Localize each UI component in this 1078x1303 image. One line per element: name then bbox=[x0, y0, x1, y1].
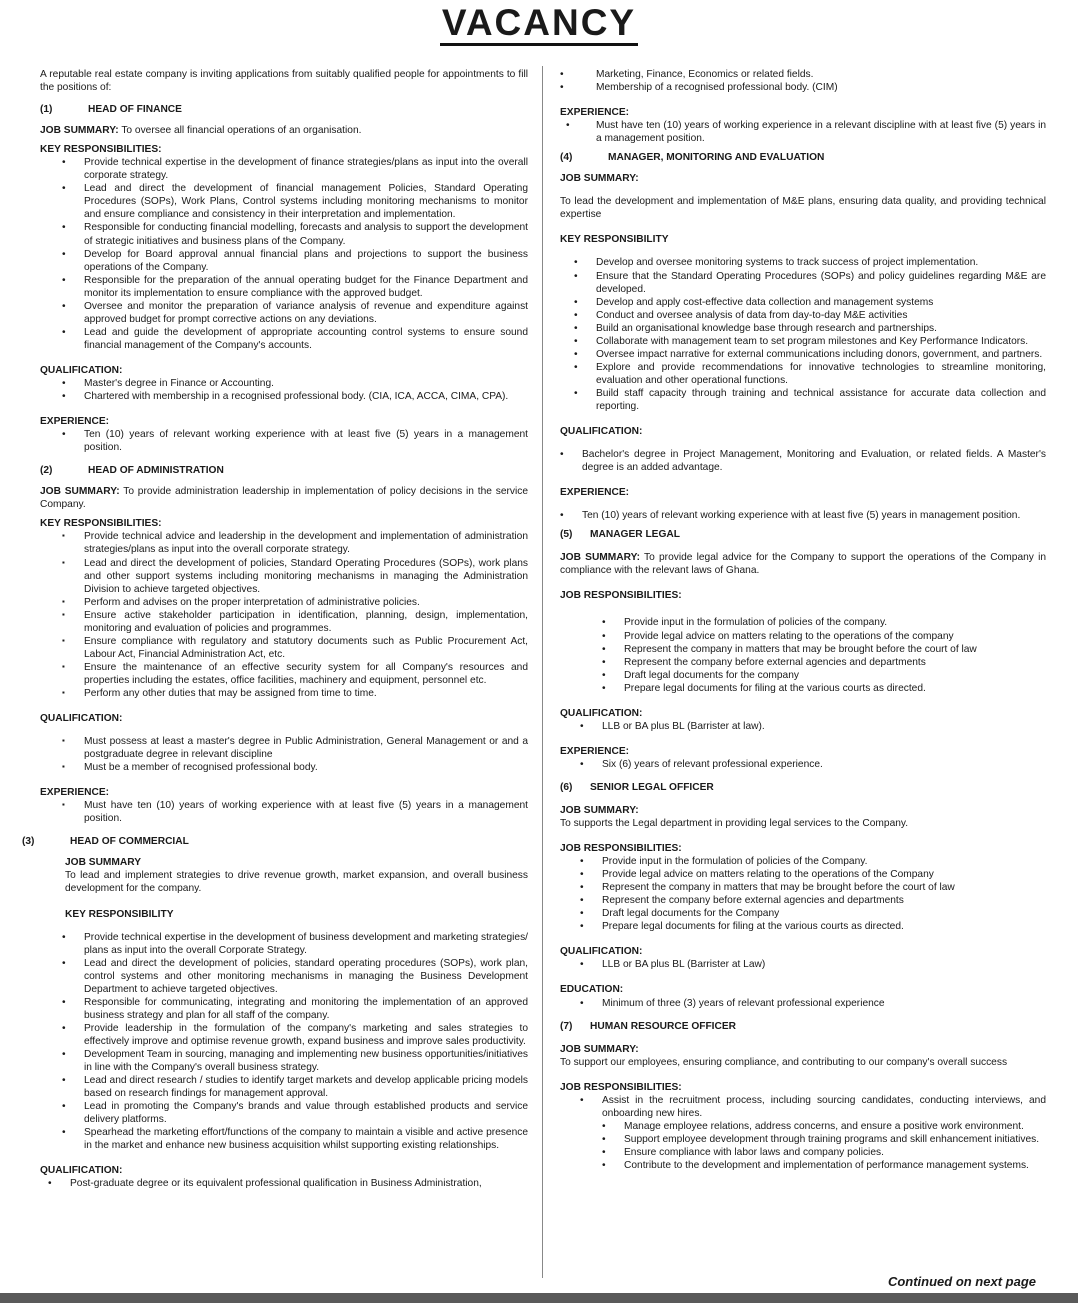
section-title: HEAD OF FINANCE bbox=[88, 104, 182, 116]
job-summary-label: JOB SUMMARY: bbox=[560, 804, 639, 816]
list-item: ▪ Provide technical advice and leadership in the development and implementation of administration strategies/plans as input into the overall corporate strategy. bbox=[62, 530, 528, 556]
list-item: • Chartered with membership in a recognised professional body. (CIA, ICA, ACCA, CIMA, CPA). bbox=[62, 390, 528, 403]
job-summary bbox=[40, 485, 528, 511]
list-item: ▪ Must be a member of recognised professional body. bbox=[62, 761, 528, 774]
responsibilities-label: KEY RESPONSIBILITY bbox=[65, 908, 174, 920]
section-number: (4) bbox=[560, 152, 573, 164]
qualification-label: QUALIFICATION: bbox=[40, 713, 123, 725]
qualification-label: QUALIFICATION: bbox=[560, 707, 643, 719]
list-item: • Ten (10) years of relevant working experience with at least five (5) years in management position. bbox=[560, 509, 1046, 522]
list-item: • Provide leadership in the formulation of the company's marketing and sales strategies to effectively improve and optimise revenue growth, expand business and improve sales productivity. bbox=[62, 1022, 528, 1048]
list-item: ▪ Must possess at least a master's degree in Public Administration, General Management or and a postgraduate degree in relevant discipline bbox=[62, 735, 528, 761]
section-title: MANAGER LEGAL bbox=[590, 529, 680, 541]
responsibilities-list bbox=[574, 256, 1046, 413]
list-item: • Lead and direct the development of policies, standard operating procedures (SOPs), work plan, control systems and other monitoring mechanisms in managing the Business Development Department to achieve targeted objectives. bbox=[62, 957, 528, 996]
responsibilities-list bbox=[602, 616, 1046, 694]
job-summary-text: To lead the development and implementation of M&E plans, ensuring data quality, and providing technical expertise bbox=[560, 196, 1046, 221]
responsibilities-list bbox=[62, 530, 528, 700]
list-item: • Build an organisational knowledge base through research and partnerships. bbox=[574, 322, 1046, 335]
section-heading-manager-me bbox=[560, 151, 1046, 164]
education-list bbox=[580, 997, 1046, 1010]
list-item: ▪ Perform and advises on the proper interpretation of administrative policies. bbox=[62, 596, 528, 609]
list-item bbox=[560, 81, 1046, 94]
experience-label: EXPERIENCE: bbox=[560, 745, 630, 757]
section-number: (1) bbox=[40, 104, 53, 116]
list-item: • Draft legal documents for the company bbox=[602, 669, 1046, 682]
responsibilities-label: JOB RESPONSIBILITIES: bbox=[560, 1081, 682, 1093]
job-summary-text: To oversee all financial operations of an organisation. bbox=[118, 125, 362, 137]
section-heading-manager-legal bbox=[560, 528, 1046, 541]
list-item bbox=[560, 68, 1046, 81]
list-item: • Six (6) years of relevant professional experience. bbox=[580, 758, 1046, 771]
list-item: • Responsible for communicating, integrating and monitoring the implementation of an approved business strategy and plan for all staff of the company. bbox=[62, 996, 528, 1022]
section-number: (7) bbox=[560, 1020, 573, 1032]
list-item: • Provide legal advice on matters relating to the operations of the Company bbox=[580, 868, 1046, 881]
page-title-wrap bbox=[0, 4, 1078, 46]
intro-text: A reputable real estate company is inviting applications from suitably qualified people for appointments to fill the positions of: bbox=[40, 69, 528, 94]
responsibilities-sublist bbox=[602, 1120, 1046, 1172]
experience-label: EXPERIENCE: bbox=[560, 487, 630, 499]
experience-label: EXPERIENCE: bbox=[40, 416, 110, 428]
experience-list bbox=[560, 509, 1046, 522]
job-summary-text: To lead and implement strategies to drive revenue growth, market expansion, and overall business development for the company. bbox=[65, 870, 528, 895]
list-item-text: Marketing, Finance, Economics or related fields. bbox=[596, 69, 814, 80]
list-item: • Lead and guide the development of appropriate accounting control systems to ensure sound financial management of the Company's accounts. bbox=[62, 326, 528, 352]
job-summary-label: JOB SUMMARY: bbox=[40, 486, 120, 498]
section-number: (3) bbox=[22, 836, 35, 848]
section-number: (5) bbox=[560, 529, 573, 541]
responsibilities-label: KEY RESPONSIBILITY bbox=[560, 234, 669, 246]
list-item: • Assist in the recruitment process, including sourcing candidates, conducting interviews, and onboarding new hires. bbox=[580, 1094, 1046, 1120]
section-heading-head-of-commercial bbox=[22, 835, 528, 848]
list-item: • Collaborate with management team to set program milestones and Key Performance Indicators. bbox=[574, 335, 1046, 348]
qualification-label: QUALIFICATION: bbox=[40, 1165, 123, 1177]
section-title: HEAD OF COMMERCIAL bbox=[70, 836, 189, 848]
list-item: • Responsible for conducting financial modelling, forecasts and analysis to support the development of strategic initiatives and business plans of the Company. bbox=[62, 221, 528, 247]
list-item: • Lead and direct the development of financial management Policies, Standard Operating Procedures (SOPs), Work Plans, Control systems including monitoring mechanisms to monitor and ensure compliance and consistency in their interpretation and implementation. bbox=[62, 182, 528, 221]
list-item: • Responsible for the preparation of the annual operating budget for the Finance Department and monitor its implementation to ensure compliance with the approved budget. bbox=[62, 274, 528, 300]
experience-list bbox=[62, 799, 528, 825]
list-item: • Provide input in the formulation of policies of the company. bbox=[602, 616, 1046, 629]
qualification-list bbox=[580, 720, 1046, 733]
list-item: • Ensure compliance with labor laws and company policies. bbox=[602, 1146, 1046, 1159]
section-heading-senior-legal-officer bbox=[560, 781, 1046, 794]
qualification-list bbox=[62, 735, 528, 774]
qualification-list bbox=[560, 448, 1046, 474]
responsibilities-label: JOB RESPONSIBILITIES: bbox=[560, 843, 682, 855]
qualification-list bbox=[62, 377, 528, 403]
list-item: ▪ Perform any other duties that may be assigned from time to time. bbox=[62, 687, 528, 700]
job-summary bbox=[560, 551, 1046, 577]
responsibilities-label: JOB RESPONSIBILITIES: bbox=[560, 590, 682, 602]
section-heading-head-of-administration bbox=[40, 464, 528, 477]
list-item: • Prepare legal documents for filing at the various courts as directed. bbox=[580, 920, 1046, 933]
list-item-text: Membership of a recognised professional body. (CIM) bbox=[596, 82, 838, 94]
experience-list bbox=[566, 119, 1046, 145]
job-summary-text: To support our employees, ensuring compliance, and contributing to our company's overall success bbox=[560, 1056, 1008, 1068]
list-item: • Represent the company before external agencies and departments bbox=[602, 656, 1046, 669]
list-item: • Manage employee relations, address concerns, and ensure a positive work environment. bbox=[602, 1120, 1046, 1133]
list-item: • Oversee impact narrative for external communications including donors, government, and partners. bbox=[574, 348, 1046, 361]
responsibilities-label: KEY RESPONSIBILITIES: bbox=[40, 144, 162, 156]
right-column bbox=[560, 68, 1046, 1172]
qualification-label: QUALIFICATION: bbox=[40, 364, 123, 376]
experience-label: EXPERIENCE: bbox=[560, 107, 630, 119]
list-item: • Explore and provide recommendations for innovative technologies to streamline monitoring, evaluation and other operational functions. bbox=[574, 361, 1046, 387]
list-item: • Bachelor's degree in Project Management, Monitoring and Evaluation, or related fields. A Master's degree is an added advantage. bbox=[560, 448, 1046, 474]
education-label: EDUCATION: bbox=[560, 984, 624, 996]
responsibilities-list bbox=[580, 1094, 1046, 1120]
list-item: • Provide technical expertise in the development of finance strategies/plans as input into the overall corporate strategy. bbox=[62, 156, 528, 182]
job-summary-label: JOB SUMMARY: bbox=[560, 552, 641, 564]
job-summary-label: JOB SUMMARY: bbox=[560, 1043, 639, 1055]
list-item: ▪ Must have ten (10) years of working experience with at least five (5) years in a management position. bbox=[62, 799, 528, 825]
job-summary-label: JOB SUMMARY bbox=[65, 857, 142, 869]
list-item: • Post-graduate degree or its equivalent professional qualification in Business Administration, bbox=[48, 1177, 528, 1190]
section-title: MANAGER, MONITORING AND EVALUATION bbox=[608, 152, 825, 164]
section-title: HEAD OF ADMINISTRATION bbox=[88, 465, 224, 477]
list-item: • Oversee and monitor the preparation of variance analysis of revenue and expenditure against approved budget for prompt corrective actions on any deviations. bbox=[62, 300, 528, 326]
responsibilities-label: KEY RESPONSIBILITIES: bbox=[40, 518, 162, 530]
experience-list bbox=[580, 758, 1046, 771]
list-item: • Contribute to the development and implementation of performance management systems. bbox=[602, 1159, 1046, 1172]
qualification-list bbox=[580, 958, 1046, 971]
list-item: • Develop for Board approval annual financial plans and projections to support the business operations of the Company. bbox=[62, 248, 528, 274]
section-heading-head-of-finance bbox=[40, 103, 528, 116]
list-item: • Ensure that the Standard Operating Procedures (SOPs) and policy guidelines regarding M&E are developed. bbox=[574, 270, 1046, 296]
experience-list bbox=[62, 428, 528, 454]
list-item: • Prepare legal documents for filing at the various courts as directed. bbox=[602, 682, 1046, 695]
list-item: • Represent the company in matters that may be brought before the court of law bbox=[602, 643, 1046, 656]
list-item: • Develop and apply cost-effective data collection and management systems bbox=[574, 296, 1046, 309]
list-item: • Master's degree in Finance or Accounting. bbox=[62, 377, 528, 390]
list-item: • Develop and oversee monitoring systems to track success of project implementation. bbox=[574, 256, 1046, 269]
list-item: • Lead in promoting the Company's brands and value through established products and service delivery platforms. bbox=[62, 1100, 528, 1126]
list-item: • Support employee development through training programs and skill enhancement initiatives. bbox=[602, 1133, 1046, 1146]
left-column bbox=[22, 68, 529, 1190]
experience-label: EXPERIENCE: bbox=[40, 787, 110, 799]
list-item: ▪ Lead and direct the development of policies, Standard Operating Procedures (SOPs), work plans and other support systems including monitoring mechanisms in managing the Administration Division to achieve targeted objectives. bbox=[62, 557, 528, 596]
qualification-list bbox=[48, 1177, 528, 1190]
list-item: • Ten (10) years of relevant working experience with at least five (5) years in a management position. bbox=[62, 428, 528, 454]
list-item: • Represent the company before external agencies and departments bbox=[580, 894, 1046, 907]
list-item: • Conduct and oversee analysis of data from day-to-day M&E activities bbox=[574, 309, 1046, 322]
list-item: • Provide legal advice on matters relating to the operations of the company bbox=[602, 630, 1046, 643]
list-item: • Spearhead the marketing effort/functions of the company to maintain a visible and active presence in the market and enhance new business acquisition whilst supporting existing relationships. bbox=[62, 1126, 528, 1152]
list-item: ▪ Ensure the maintenance of an effective security system for all Company's resources and properties including the estates, office facilities, machinery and equipment, personnel etc. bbox=[62, 661, 528, 687]
list-item: • Minimum of three (3) years of relevant professional experience bbox=[580, 997, 1046, 1010]
bottom-border bbox=[0, 1293, 1078, 1303]
list-item: • LLB or BA plus BL (Barrister at law). bbox=[580, 720, 1046, 733]
section-title: SENIOR LEGAL OFFICER bbox=[590, 781, 714, 793]
list-item: • Represent the company in matters that may be brought before the court of law bbox=[580, 881, 1046, 894]
list-item: ▪ Ensure compliance with regulatory and statutory documents such as Public Procurement Act, Labour Act, Financial Administration Act, etc. bbox=[62, 635, 528, 661]
job-summary-label: JOB SUMMARY: bbox=[560, 173, 639, 185]
list-item: • Provide technical expertise in the development of business development and marketing strategies/ plans as input into the overall Corporate Strategy. bbox=[62, 931, 528, 957]
page-title: VACANCY bbox=[440, 4, 638, 46]
responsibilities-list bbox=[62, 156, 528, 352]
list-item: • LLB or BA plus BL (Barrister at Law) bbox=[580, 958, 1046, 971]
responsibilities-list bbox=[62, 931, 528, 1153]
section-heading-hr-officer bbox=[560, 1020, 1046, 1033]
list-item: ▪ Ensure active stakeholder participation in identification, planning, design, implementation, monitoring and evaluation of policies and programmes. bbox=[62, 609, 528, 635]
job-summary-text: To supports the Legal department in providing legal services to the Company. bbox=[560, 818, 909, 830]
list-item: • Must have ten (10) years of working experience in a relevant discipline with at least five (5) years in a management position. bbox=[566, 119, 1046, 145]
section-title: HUMAN RESOURCE OFFICER bbox=[590, 1020, 737, 1032]
list-item: • Development Team in sourcing, managing and implementing new business opportunities/initiatives in line with the Company's overall business strategy. bbox=[62, 1048, 528, 1074]
list-item: • Lead and direct research / studies to identify target markets and develop applicable pricing models based on research findings for management approval. bbox=[62, 1074, 528, 1100]
list-item: • Build staff capacity through training and technical assistance for accurate data collection and reporting. bbox=[574, 387, 1046, 413]
responsibilities-list bbox=[580, 855, 1046, 933]
job-summary-text: To provide administration leadership in implementation of policy decisions in the service Company. bbox=[40, 486, 529, 511]
list-item: • Draft legal documents for the Company bbox=[580, 907, 1046, 920]
section-number: (6) bbox=[560, 781, 573, 793]
continued-qualification-list bbox=[560, 68, 1046, 94]
job-summary-label: JOB SUMMARY: bbox=[40, 125, 119, 137]
job-summary-text: To provide legal advice for the Company to support the operations of the Company in compliance with the relevant laws of Ghana. bbox=[560, 552, 1047, 577]
qualification-label: QUALIFICATION: bbox=[560, 426, 643, 438]
list-item: • Provide input in the formulation of policies of the Company. bbox=[580, 855, 1046, 868]
job-summary bbox=[40, 124, 528, 137]
section-number: (2) bbox=[40, 465, 53, 477]
qualification-label: QUALIFICATION: bbox=[560, 946, 643, 958]
column-divider bbox=[542, 66, 543, 1278]
continued-note: Continued on next page bbox=[887, 1274, 1036, 1289]
